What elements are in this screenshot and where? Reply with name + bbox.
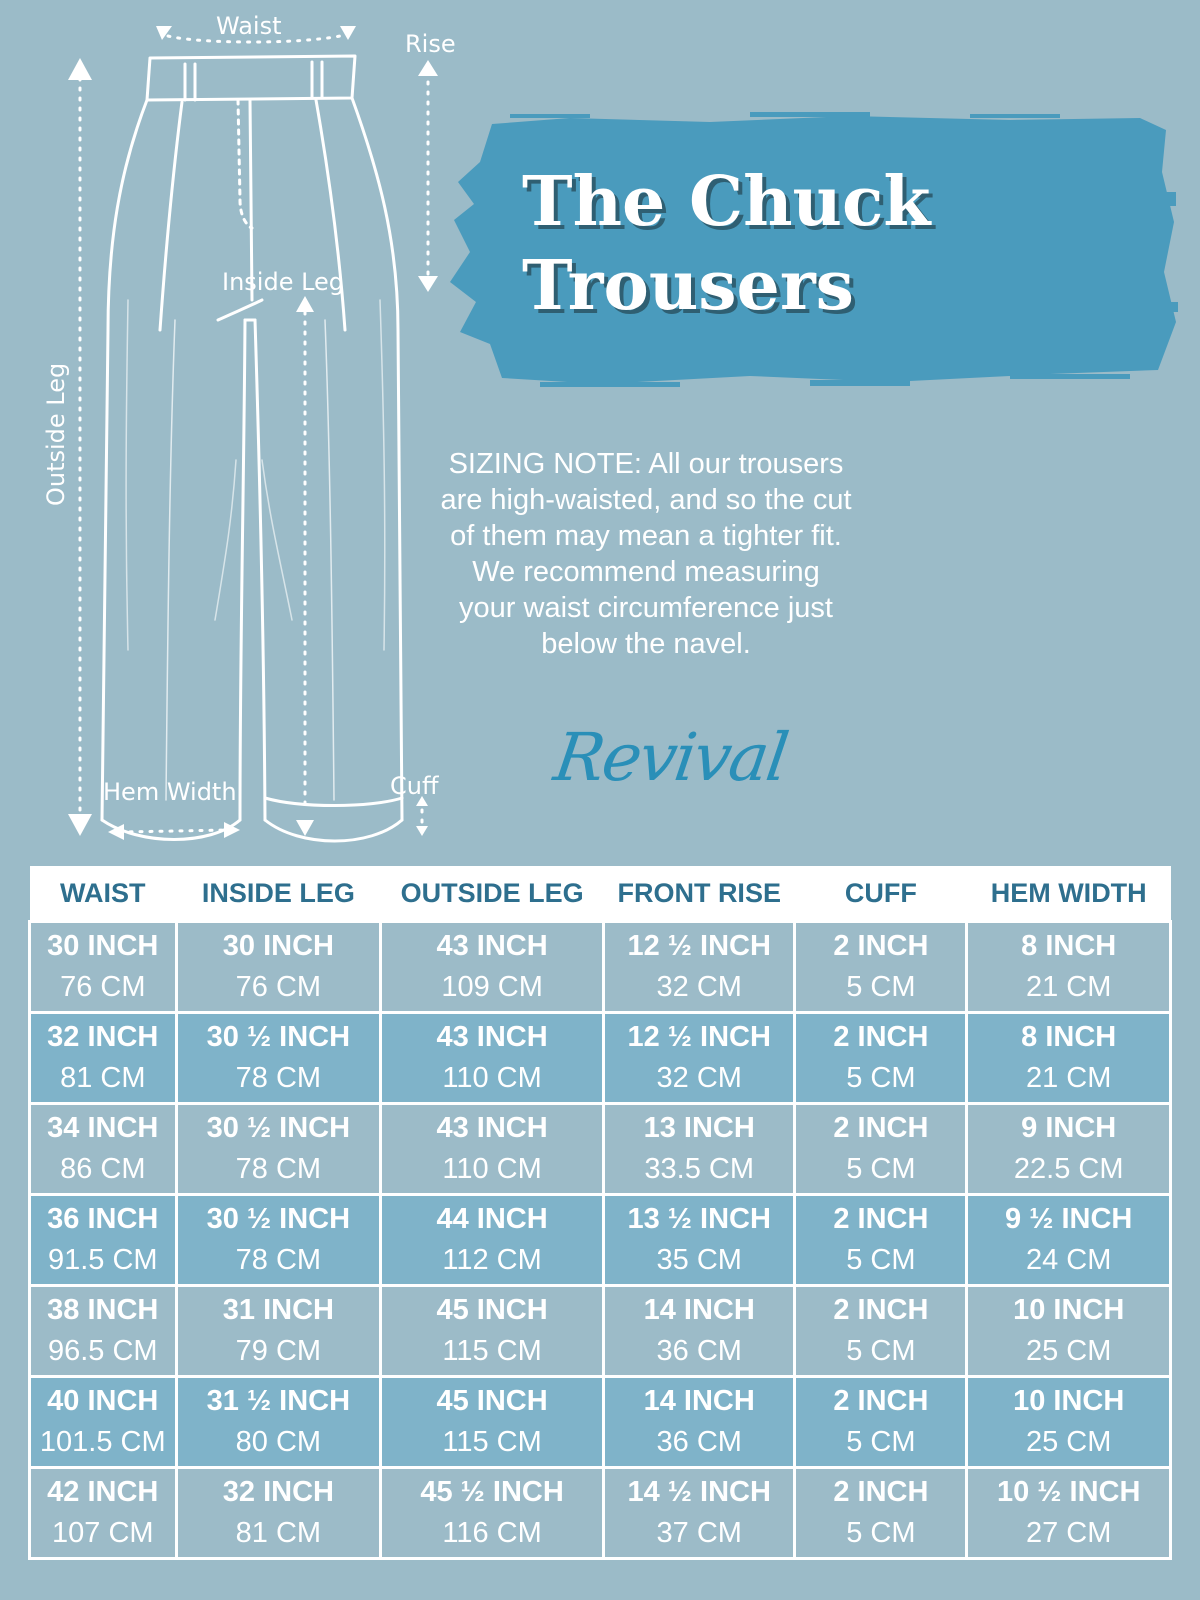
table-cell [381, 1195, 604, 1286]
title-line-2: Trousers [522, 246, 854, 326]
cm-value: 36 CM [656, 1426, 742, 1458]
cm-value: 78 CM [235, 1062, 322, 1094]
inch-value: 30 ½ INCH [206, 1021, 351, 1053]
table-cell [176, 922, 381, 1013]
table-cell [795, 1286, 967, 1377]
inch-value: 45 INCH [436, 1385, 548, 1417]
inch-value: 14 ½ INCH [627, 1476, 771, 1508]
column-header: INSIDE LEG [176, 866, 381, 922]
cm-value: 35 CM [656, 1244, 742, 1276]
inch-value: 2 INCH [833, 1021, 929, 1053]
inch-value: 45 ½ INCH [420, 1476, 564, 1508]
cm-value: 22.5 CM [1013, 1153, 1124, 1185]
cm-value: 37 CM [656, 1517, 742, 1549]
table-cell [381, 1104, 604, 1195]
table-cell [381, 1377, 604, 1468]
column-header: WAIST [30, 866, 177, 922]
table-cell [604, 922, 795, 1013]
cm-value: 36 CM [656, 1335, 742, 1367]
cm-value: 5 CM [846, 1244, 916, 1276]
table-cell [967, 1195, 1171, 1286]
table-cell [30, 1104, 177, 1195]
inch-value: 38 INCH [47, 1294, 159, 1326]
inch-value: 30 ½ INCH [206, 1112, 351, 1144]
inch-value: 42 INCH [47, 1476, 159, 1508]
cm-value: 112 CM [442, 1244, 542, 1276]
inch-value: 43 INCH [436, 1021, 548, 1053]
table-cell [176, 1377, 381, 1468]
table-cell [176, 1195, 381, 1286]
cm-value: 91.5 CM [47, 1244, 158, 1276]
table-cell [30, 1013, 177, 1104]
cm-value: 5 CM [846, 1153, 916, 1185]
table-cell [795, 1104, 967, 1195]
cm-value: 21 CM [1025, 1062, 1112, 1094]
cm-value: 24 CM [1025, 1244, 1112, 1276]
size-table [28, 866, 1172, 1560]
table-cell [176, 1286, 381, 1377]
inch-value: 30 ½ INCH [206, 1203, 351, 1235]
cm-value: 21 CM [1025, 971, 1112, 1003]
table-row [30, 1195, 1171, 1286]
cm-value: 76 CM [60, 971, 146, 1003]
inch-value: 9 ½ INCH [1005, 1203, 1133, 1235]
inch-value: 30 INCH [47, 930, 159, 962]
cm-value: 5 CM [846, 1062, 916, 1094]
cm-value: 27 CM [1025, 1517, 1112, 1549]
label-waist: Waist [216, 12, 282, 40]
label-rise: Rise [405, 30, 456, 58]
table-cell [967, 1377, 1171, 1468]
table-header-row [30, 866, 1171, 922]
inch-value: 10 INCH [1013, 1385, 1125, 1417]
table-cell [604, 1013, 795, 1104]
table-cell [967, 922, 1171, 1013]
cm-value: 76 CM [235, 971, 322, 1003]
inch-value: 10 INCH [1013, 1294, 1125, 1326]
cm-value: 110 CM [442, 1153, 542, 1185]
cm-value: 110 CM [442, 1062, 542, 1094]
table-cell [967, 1013, 1171, 1104]
table-cell [604, 1468, 795, 1559]
cm-value: 81 CM [60, 1062, 146, 1094]
inch-value: 13 INCH [643, 1112, 755, 1144]
inch-value: 8 INCH [1021, 1021, 1117, 1053]
inch-value: 43 INCH [436, 1112, 548, 1144]
table-cell [30, 1377, 177, 1468]
inch-value: 30 INCH [222, 930, 334, 962]
table-cell [604, 1195, 795, 1286]
table-row [30, 1286, 1171, 1377]
cm-value: 25 CM [1025, 1335, 1112, 1367]
inch-value: 31 ½ INCH [206, 1385, 351, 1417]
inch-value: 44 INCH [436, 1203, 548, 1235]
table-cell [176, 1468, 381, 1559]
cm-value: 5 CM [846, 1335, 916, 1367]
inch-value: 12 ½ INCH [627, 930, 771, 962]
cm-value: 115 CM [442, 1335, 542, 1367]
table-cell [176, 1104, 381, 1195]
inch-value: 12 ½ INCH [627, 1021, 771, 1053]
size-chart [28, 866, 1172, 1560]
label-cuff: Cuff [390, 772, 439, 800]
inch-value: 36 INCH [47, 1203, 159, 1235]
inch-value: 40 INCH [47, 1385, 159, 1417]
cm-value: 32 CM [656, 971, 742, 1003]
table-cell [967, 1286, 1171, 1377]
table-row [30, 1468, 1171, 1559]
label-hem-width: Hem Width [103, 778, 237, 806]
inch-value: 31 INCH [222, 1294, 334, 1326]
table-row [30, 922, 1171, 1013]
table-cell [795, 1468, 967, 1559]
inch-value: 2 INCH [833, 1385, 929, 1417]
cm-value: 109 CM [441, 971, 543, 1003]
cm-value: 5 CM [846, 1426, 916, 1458]
cm-value: 115 CM [442, 1426, 542, 1458]
page-title [522, 160, 1162, 328]
label-outside-leg: Outside Leg [42, 362, 70, 506]
inch-value: 9 INCH [1021, 1112, 1117, 1144]
inch-value: 2 INCH [833, 1112, 929, 1144]
cm-value: 33.5 CM [644, 1153, 755, 1185]
cm-value: 78 CM [235, 1244, 322, 1276]
cm-value: 79 CM [235, 1335, 322, 1367]
column-header: CUFF [795, 866, 967, 922]
inch-value: 2 INCH [833, 1294, 929, 1326]
inch-value: 2 INCH [833, 930, 929, 962]
table-body [30, 922, 1171, 1559]
column-header: OUTSIDE LEG [381, 866, 604, 922]
table-row [30, 1013, 1171, 1104]
table-cell [795, 1195, 967, 1286]
table-cell [381, 1286, 604, 1377]
brand-logo: Revival [549, 719, 792, 796]
table-cell [604, 1104, 795, 1195]
cm-value: 78 CM [235, 1153, 322, 1185]
cm-value: 96.5 CM [47, 1335, 158, 1367]
inch-value: 14 INCH [643, 1385, 755, 1417]
column-header: HEM WIDTH [967, 866, 1171, 922]
table-cell [795, 1013, 967, 1104]
trousers-diagram [0, 0, 460, 860]
cm-value: 81 CM [235, 1517, 322, 1549]
title-line-1: The Chuck [522, 162, 931, 242]
cm-value: 5 CM [846, 971, 916, 1003]
cm-value: 80 CM [235, 1426, 322, 1458]
table-cell [604, 1377, 795, 1468]
table-cell [176, 1013, 381, 1104]
table-row [30, 1104, 1171, 1195]
inch-value: 45 INCH [436, 1294, 548, 1326]
table-cell [30, 1286, 177, 1377]
table-cell [967, 1104, 1171, 1195]
table-cell [795, 1377, 967, 1468]
inch-value: 14 INCH [643, 1294, 755, 1326]
label-inside-leg: Inside Leg [222, 268, 345, 296]
table-cell [381, 1013, 604, 1104]
inch-value: 2 INCH [833, 1476, 929, 1508]
table-cell [30, 922, 177, 1013]
inch-value: 8 INCH [1021, 930, 1117, 962]
table-cell [967, 1468, 1171, 1559]
cm-value: 5 CM [846, 1517, 916, 1549]
inch-value: 34 INCH [47, 1112, 159, 1144]
table-row [30, 1377, 1171, 1468]
cm-value: 25 CM [1025, 1426, 1112, 1458]
cm-value: 86 CM [60, 1153, 146, 1185]
inch-value: 32 INCH [222, 1476, 334, 1508]
inch-value: 2 INCH [833, 1203, 929, 1235]
table-cell [381, 1468, 604, 1559]
inch-value: 43 INCH [436, 930, 548, 962]
table-cell [604, 1286, 795, 1377]
cm-value: 116 CM [442, 1517, 542, 1549]
cm-value: 32 CM [656, 1062, 742, 1094]
inch-value: 13 ½ INCH [627, 1203, 771, 1235]
sizing-note: SIZING NOTE: All our trousers are high-waisted, and so the cut of them may mean a tighter fit. We recommend measuring your waist circumference just below the navel. [440, 448, 852, 660]
inch-value: 10 ½ INCH [996, 1476, 1141, 1508]
table-cell [30, 1468, 177, 1559]
table-cell [30, 1195, 177, 1286]
table-cell [795, 922, 967, 1013]
cm-value: 107 CM [52, 1517, 154, 1549]
column-header: FRONT RISE [604, 866, 795, 922]
inch-value: 32 INCH [47, 1021, 159, 1053]
table-cell [381, 922, 604, 1013]
cm-value: 101.5 CM [39, 1426, 166, 1458]
